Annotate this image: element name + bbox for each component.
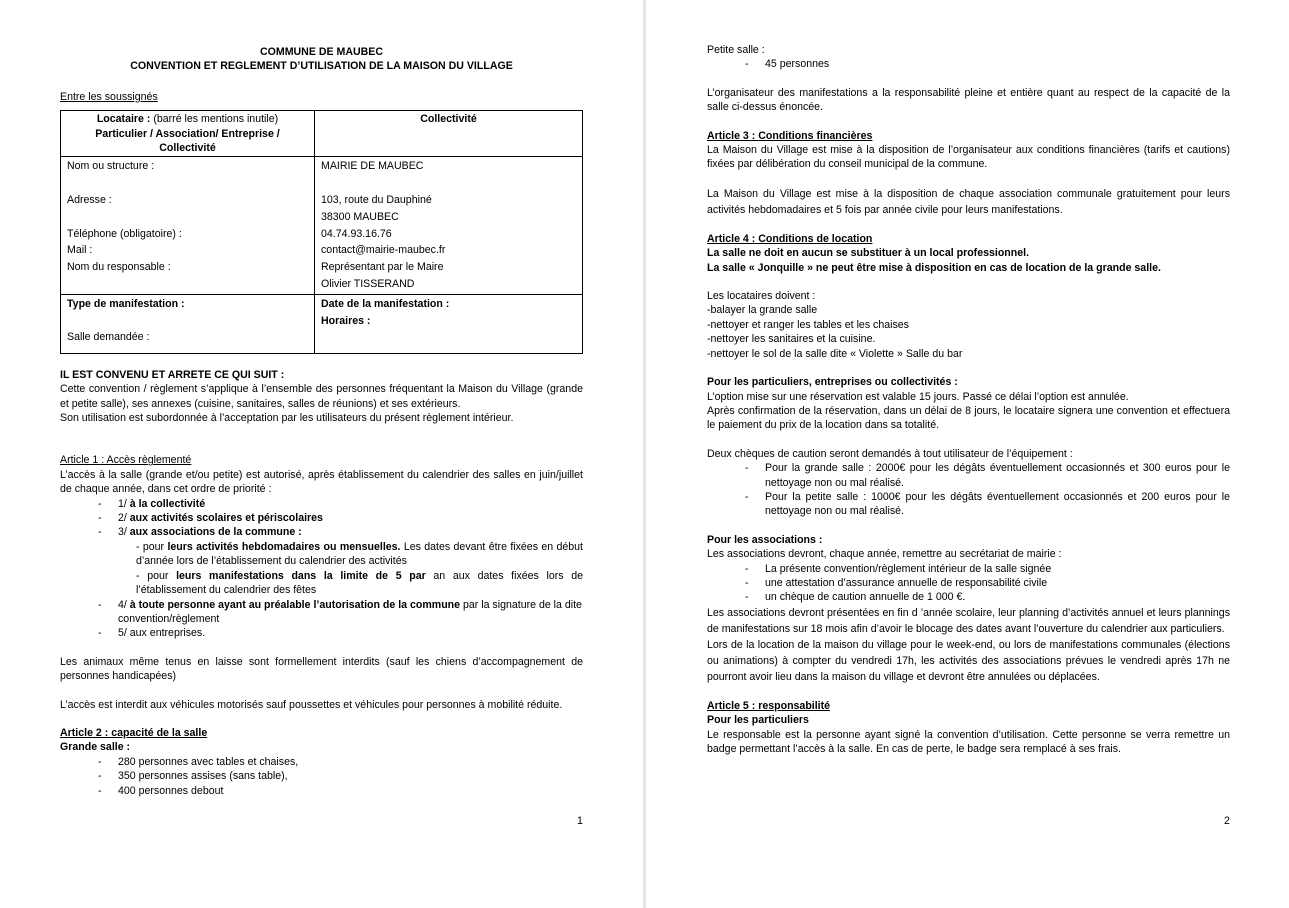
- article-3-title: Article 3 : Conditions financières: [707, 129, 873, 142]
- list-item: - Pour la petite salle : 1000€ pour les dégâts éventuellement occasionnés et 200 euros pour le nettoyage non ou mal réalisé.: [707, 490, 1230, 519]
- petite-salle-list: [707, 57, 1230, 71]
- associations-p1: Les associations devront, chaque année, remettre au secrétariat de mairie :: [707, 548, 1062, 561]
- page-1-content: [60, 45, 583, 798]
- manifestation-type-cell: Type de manifestation : Salle demandée :: [61, 294, 315, 353]
- article-4-rule-1: La salle ne doit en aucun se substituer à un local professionnel.: [707, 247, 1030, 260]
- priority-list: [60, 497, 583, 540]
- list-item: - 1/ à la collectivité: [60, 497, 583, 511]
- list-item: -balayer la grande salle: [707, 304, 818, 317]
- tenant-fields: Nom ou structure : Adresse : Téléphone (obligatoire) : Mail : Nom du responsable :: [61, 157, 315, 294]
- association-sub-item-2: - pour leurs manifestations dans la limite de 5 par an aux dates fixées lors de l’établissement du calendrier des fêtes: [136, 569, 584, 597]
- grande-salle-heading: Grande salle :: [60, 741, 131, 754]
- associations-heading: Pour les associations :: [707, 533, 823, 546]
- article-1-text: L’accès à la salle (grande et/ou petite) est autorisé, après établissement du calendrier des salles en juin/juillet de chaque année, dans cet ordre de priorité :: [60, 468, 583, 496]
- list-item: - un chèque de caution annuelle de 1 000 €.: [707, 590, 1230, 604]
- list-item: - 350 personnes assises (sans table),: [60, 769, 583, 783]
- article-5-title: Article 5 : responsabilité: [707, 699, 831, 712]
- article-2-title: Article 2 : capacité de la salle: [60, 726, 208, 739]
- agreement-heading: IL EST CONVENU ET ARRETE CE QUI SUIT :: [60, 368, 285, 381]
- list-item: - La présente convention/règlement intérieur de la salle signée: [707, 562, 1230, 576]
- associations-p2: Les associations devront présentées en fin d ’année scolaire, leur planning d’activités annuel et leurs plannings de manifestations sur 18 mois afin d’avoir le blocage des dates avant l’ouverture du calendrier aux particuliers.: [707, 606, 1230, 635]
- collectivity-values: MAIRIE DE MAUBEC 103, route du Dauphiné 38300 MAUBEC 04.74.93.16.76 contact@mairie-maubec.fr Représentant par le Maire Olivier TISSERAND: [315, 157, 583, 294]
- page-number: 1: [577, 814, 583, 827]
- list-item: -nettoyer et ranger les tables et les chaises: [707, 318, 909, 331]
- list-item: - 5/ aux entreprises.: [60, 626, 583, 640]
- parties-table: [60, 110, 583, 354]
- association-sub-item-1: - pour leurs activités hebdomadaires ou mensuelles. Les dates devant être fixées en début d’année lors de l’établissement du calendrier des activités: [136, 540, 583, 568]
- page-number: 2: [1224, 814, 1230, 827]
- list-item: - une attestation d’assurance annuelle de responsabilité civile: [707, 576, 1230, 590]
- cheques-paragraph: Deux chèques de caution seront demandés à tout utilisateur de l’équipement :: [707, 447, 1073, 460]
- document-page-2: [646, 0, 1289, 908]
- cheques-list: [707, 461, 1230, 519]
- priority-list-cont: [60, 598, 583, 641]
- manifestation-date-cell: Date de la manifestation : Horaires :: [315, 294, 583, 353]
- individuals-heading: Pour les particuliers, entreprises ou collectivités :: [707, 376, 958, 389]
- convention-title: CONVENTION ET REGLEMENT D’UTILISATION DE LA MAISON DU VILLAGE: [130, 60, 513, 73]
- associations-list: [707, 562, 1230, 605]
- article-4-title: Article 4 : Conditions de location: [707, 232, 873, 245]
- document-page-1: [0, 0, 643, 908]
- parties-heading: Entre les soussignés: [60, 90, 158, 103]
- tenant-header: Locataire : (barré les mentions inutile) Particulier / Association/ Entreprise / Collectivité: [61, 111, 315, 157]
- animals-paragraph: Les animaux même tenus en laisse sont formellement interdits (sauf les chiens d’accompagnement de personnes handicapées): [60, 655, 583, 683]
- collectivity-header: Collectivité: [315, 111, 583, 157]
- petite-salle-heading: Petite salle :: [707, 44, 765, 56]
- list-item: -nettoyer les sanitaires et la cuisine.: [707, 333, 876, 346]
- associations-p3: Lors de la location de la maison du village pour le week-end, ou lors de manifestations communales (élections ou animations) à compter du vendredi 17h, les activités des associations prévues le vendredi après 17h ne pourront avoir lieu dans la maison du village et devront être annulées ou déplacées.: [707, 638, 1230, 683]
- commune-title: COMMUNE DE MAUBEC: [259, 46, 383, 58]
- list-item: - 2/ aux activités scolaires et périscolaires: [60, 511, 583, 525]
- list-item: - 45 personnes: [707, 57, 1230, 71]
- grande-salle-list: [60, 755, 583, 798]
- article-5-subheading: Pour les particuliers: [707, 714, 809, 727]
- list-item: -nettoyer le sol de la salle dite « Violette » Salle du bar: [707, 347, 963, 360]
- list-item: - 3/ aux associations de la commune :: [60, 525, 583, 539]
- page-2-content: [707, 43, 1230, 756]
- list-item: - 400 personnes debout: [60, 784, 583, 798]
- vehicles-paragraph: L’accès est interdit aux véhicules motorisés sauf poussettes et véhicules pour personnes à mobilité réduite.: [60, 698, 563, 711]
- organizer-paragraph: L’organisateur des manifestations a la responsabilité pleine et entière quant au respect de la capacité de la salle ci-dessus énoncée.: [707, 86, 1230, 114]
- list-item: - 4/ à toute personne ayant au préalable l’autorisation de la commune par la signature de la dite convention/règlement: [60, 598, 583, 627]
- list-item: - 280 personnes avec tables et chaises,: [60, 755, 583, 769]
- tenants-heading: Les locataires doivent :: [707, 290, 816, 303]
- intro-paragraph-2: Son utilisation est subordonnée à l’acceptation par les utilisateurs du présent règlement intérieur.: [60, 412, 514, 425]
- article-5-paragraph: Le responsable est la personne ayant signé la convention d’utilisation. Cette personne se verra remettre un badge permettant l’accès à la salle. En cas de perte, le badge sera remplacé à ses frais.: [707, 728, 1230, 755]
- article-1-title: Article 1 : Accès règlementé: [60, 454, 192, 467]
- article-3-p1: La Maison du Village est mise à la disposition de l’organisateur aux conditions financières (tarifs et cautions) fixées par délibération du conseil municipal de la commune.: [707, 144, 1230, 171]
- confirmation-paragraph: Après confirmation de la réservation, dans un délai de 8 jours, le locataire signera une convention et effectuera le paiement du prix de la location dans sa totalité.: [707, 404, 1230, 432]
- article-3-p2: La Maison du Village est mise à la disposition de chaque association communale gratuitement pour leurs activités hebdomadaires et 5 fois par année civile pour leurs manifestations.: [707, 187, 1230, 216]
- option-paragraph: L’option mise sur une réservation est valable 15 jours. Passé ce délai l’option est annulée.: [707, 390, 1129, 403]
- article-4-rule-2: La salle « Jonquille » ne peut être mise à disposition en cas de location de la grande salle.: [707, 261, 1161, 274]
- intro-paragraph: Cette convention / règlement s’applique à l’ensemble des personnes fréquentant la Maison du Village (grande et petite salle), ses annexes (cuisine, sanitaires, salles de réunions) et ses extérieurs.: [60, 383, 583, 410]
- list-item: - Pour la grande salle : 2000€ pour les dégâts éventuellement occasionnés et 300 euros pour le nettoyage non ou mal réalisé.: [707, 461, 1230, 490]
